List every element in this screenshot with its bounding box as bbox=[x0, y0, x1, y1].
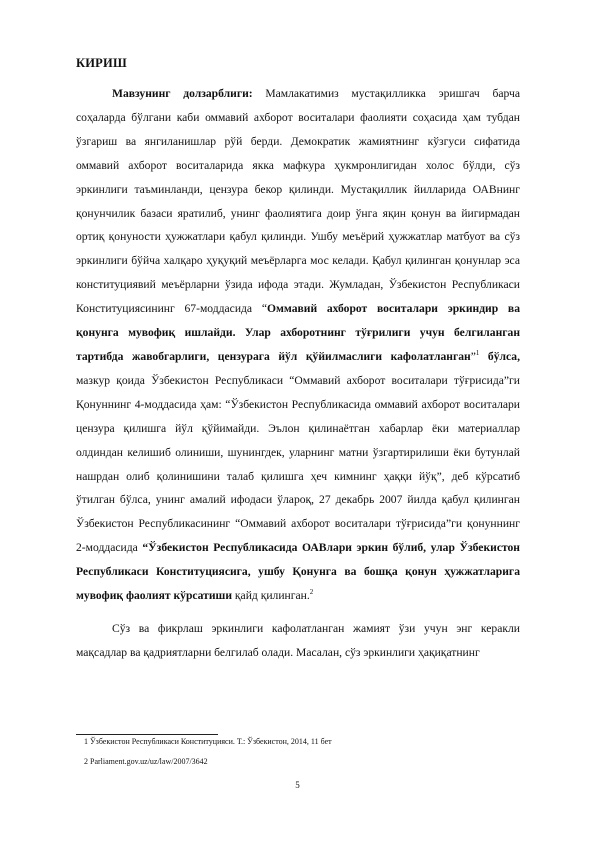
footnotes bbox=[84, 737, 514, 777]
constitution-quote: Оммавий ахборот воситалари эркиндир ва қонунга мувофиқ ишлайди. Улар ахборотнинг тўғрилиги учун белгиланган тартибда жавобгарлиги, цензурага йўл қўйилмаслиги кафолатланган bbox=[76, 302, 520, 363]
footnote-divider bbox=[76, 734, 218, 735]
page-number: 5 bbox=[295, 780, 300, 790]
section-heading: КИРИШ bbox=[76, 56, 127, 70]
relevance-label: Мавзунинг долзарблиги: bbox=[112, 87, 253, 100]
law-quote: “Ўзбекистон Республикасида ОАВлари эркин бўлиб, улар Ўзбекистон Республикаси Конституциясига, ушбу Қонунга ва бошқа қонун ҳужжатларига мувофиқ фаолият кўрсатиши bbox=[76, 541, 520, 603]
footnote-2: 2 Parliament.gov.uz/uz/law/2007/3642 bbox=[84, 757, 208, 766]
paragraph-text-cont: мазкур қоида Ўзбекистон Республикаси “Оммавий ахборот воситалари тўғрисида”ги Қонуннинг 4-моддасида ҳам: “Ўзбекистон Республикасида оммавий ахборот воситалари цензура қилишга йўл қўйимайди. Эълон қилинаётган хабарлар ёки материаллар олдиндан келишиб олиниши, шунингдек, уларнинг матни ўзгартирилиши ёки бутунлай нашрдан олиб қолинишини талаб қилишга ҳеч кимнинг ҳаққи йўқ”, деб кўрсатиб ўтилган бўлса, унинг амалий ифодаси ўлароқ, 27 декабрь 2007 йилда қабул қилинган Ўзбекистон Республикасининг “Оммавий ахборот воситалари тўғрисида”ги қонуннинг 2-моддасида bbox=[76, 373, 520, 555]
footnote-ref-2: 2 bbox=[309, 588, 314, 597]
footnote-1: 1 Ўзбекистон Республикаси Конституцияси. Т.: Ўзбекистон, 2014, 11 бет bbox=[84, 737, 332, 746]
paragraph-relevance bbox=[76, 82, 520, 608]
bold-phrase: бўлса, bbox=[479, 349, 520, 363]
footnote-ref-1: 1 bbox=[475, 349, 480, 358]
quote-close: ” bbox=[470, 349, 476, 363]
paragraph-text: Мамлакатимиз мустақилликка эришгач барча соҳаларда бўлгани каби оммавий ахборот воситалари фаолияти соҳасида ҳам тубдан ўзгариш ва янгиланишлар рўй берди. Демократик жамиятнинг кўзгуси сифатида оммавий ахборот воситаларида якка мафкура ҳукмронлигидан холос бўлди, сўз эркинлиги таъминланди, цензура бекор қилинди. Мустақиллик йилларида ОАВнинг қонунчилик базаси яратилиб, унинг фаолиятига доир ўнга яқин қонун ва йигирмадан ортиқ қонуности ҳужжатлари қабул қилинди. Ушбу меъёрий ҳужжатлар матбуот ва сўз эркинлиги бўйча халқаро ҳуқуқий меъёрларга мос келади. Қабул қилинган қонунлар эса конституциявий меъёрларни ўзида ифода этади. Жумладан, Ўзбекистон Республикаси Конституциясининг 67-моддасида “ bbox=[76, 87, 520, 316]
paragraph-end: қайд қилинган. bbox=[232, 589, 310, 603]
paragraph-freedom: Сўз ва фикрлаш эркинлиги кафолатланган жамият ўзи учун энг керакли мақсадлар ва қадриятларни белгилаб олади. Масалан, сўз эркинлиги ҳақиқатнинг bbox=[76, 621, 520, 659]
body-text bbox=[76, 82, 520, 665]
